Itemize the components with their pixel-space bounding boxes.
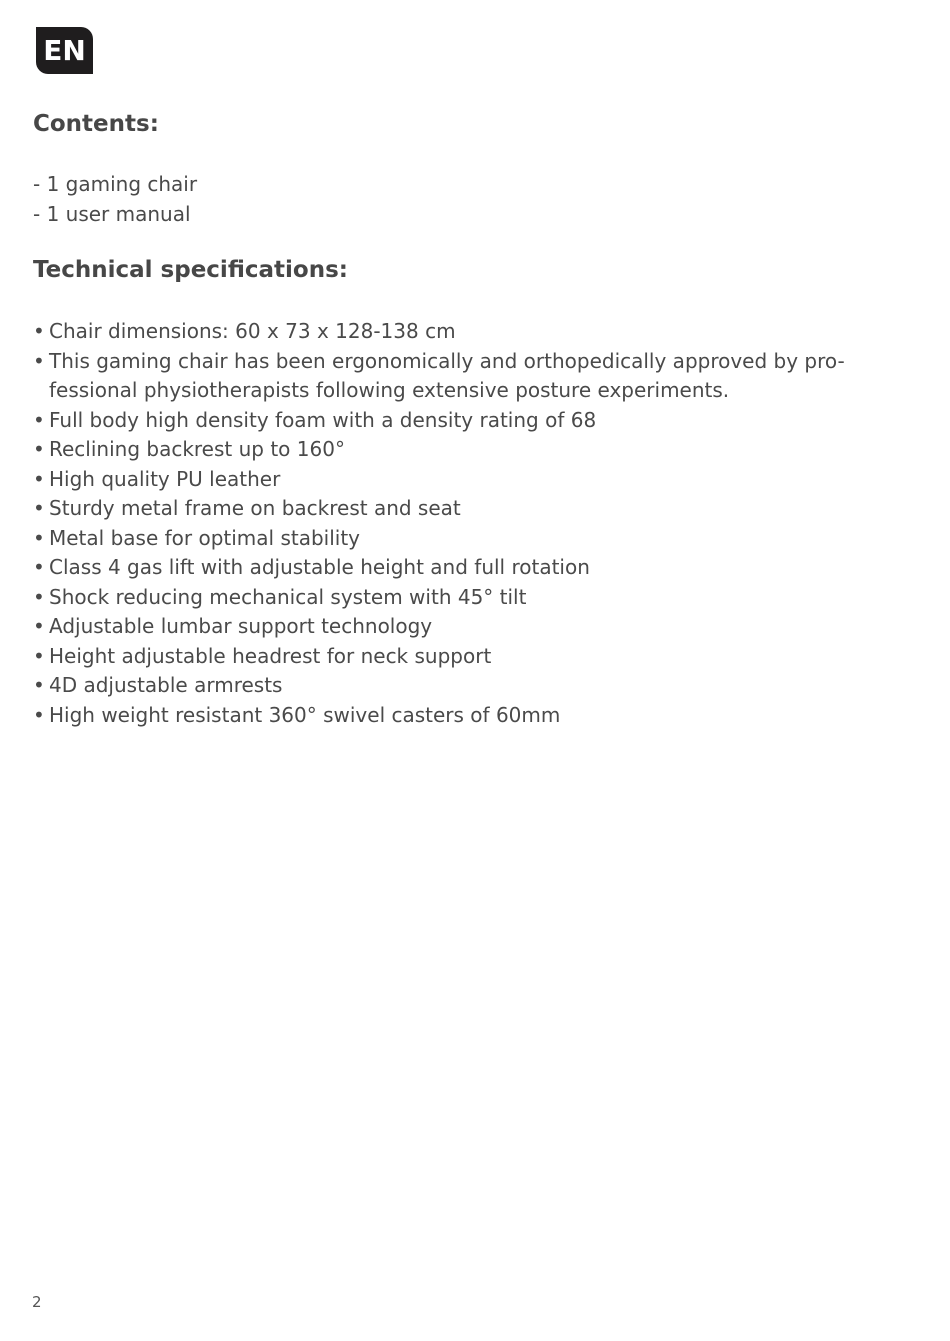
spec-item xyxy=(33,494,913,524)
bullet-icon: • xyxy=(33,319,45,343)
spec-item xyxy=(33,612,913,642)
spec-item-text: This gaming chair has been ergonomically and orthopedically approved by pro-fessional physiotherapists following extensive posture experiments. xyxy=(49,348,845,402)
spec-item xyxy=(33,435,913,465)
spec-item xyxy=(33,465,913,495)
spec-item-text: Height adjustable headrest for neck support xyxy=(49,643,492,668)
spec-item xyxy=(33,583,913,613)
page-number: 2 xyxy=(32,1293,42,1311)
spec-item xyxy=(33,701,913,731)
contents-item: - 1 gaming chair xyxy=(33,172,198,196)
spec-item-text: Reclining backrest up to 160° xyxy=(49,437,345,461)
bullet-icon: • xyxy=(33,702,45,727)
contents-heading: Contents: xyxy=(33,111,159,137)
spec-item-text: High weight resistant 360° swivel casters of 60mm xyxy=(49,702,561,727)
bullet-icon: • xyxy=(33,614,45,638)
spec-item xyxy=(33,524,913,554)
bullet-icon: • xyxy=(33,348,45,373)
bullet-icon: • xyxy=(33,555,45,579)
spec-item xyxy=(33,642,913,672)
spec-item xyxy=(33,553,913,583)
spec-item-text: Full body high density foam with a density rating of 68 xyxy=(49,407,597,432)
spec-item xyxy=(33,317,913,347)
spec-item-text: Chair dimensions: 60 x 73 x 128-138 cm xyxy=(49,319,456,343)
bullet-icon: • xyxy=(33,496,45,520)
contents-list xyxy=(33,170,197,229)
technical-specifications-heading: Technical specifications: xyxy=(33,257,348,283)
spec-item xyxy=(33,406,913,436)
spec-item-text: High quality PU leather xyxy=(49,466,281,491)
spec-item-text: Metal base for optimal stability xyxy=(49,525,361,550)
bullet-icon: • xyxy=(33,437,45,461)
bullet-icon: • xyxy=(33,643,45,668)
bullet-icon: • xyxy=(33,584,45,609)
spec-item-text: 4D adjustable armrests xyxy=(49,673,283,697)
spec-item-text: Sturdy metal frame on backrest and seat xyxy=(49,496,461,520)
bullet-icon: • xyxy=(33,673,45,697)
bullet-icon: • xyxy=(33,407,45,432)
spec-item xyxy=(33,347,913,406)
spec-item-text: Shock reducing mechanical system with 45° tilt xyxy=(49,584,527,609)
spec-item-text: Class 4 gas lift with adjustable height and full rotation xyxy=(49,555,590,579)
language-badge: EN xyxy=(36,27,93,74)
spec-item xyxy=(33,671,913,701)
bullet-icon: • xyxy=(33,525,45,550)
spec-item-text: Adjustable lumbar support technology xyxy=(49,614,433,638)
bullet-icon: • xyxy=(33,466,45,491)
contents-item: - 1 user manual xyxy=(33,201,191,226)
specifications-list xyxy=(33,317,913,730)
